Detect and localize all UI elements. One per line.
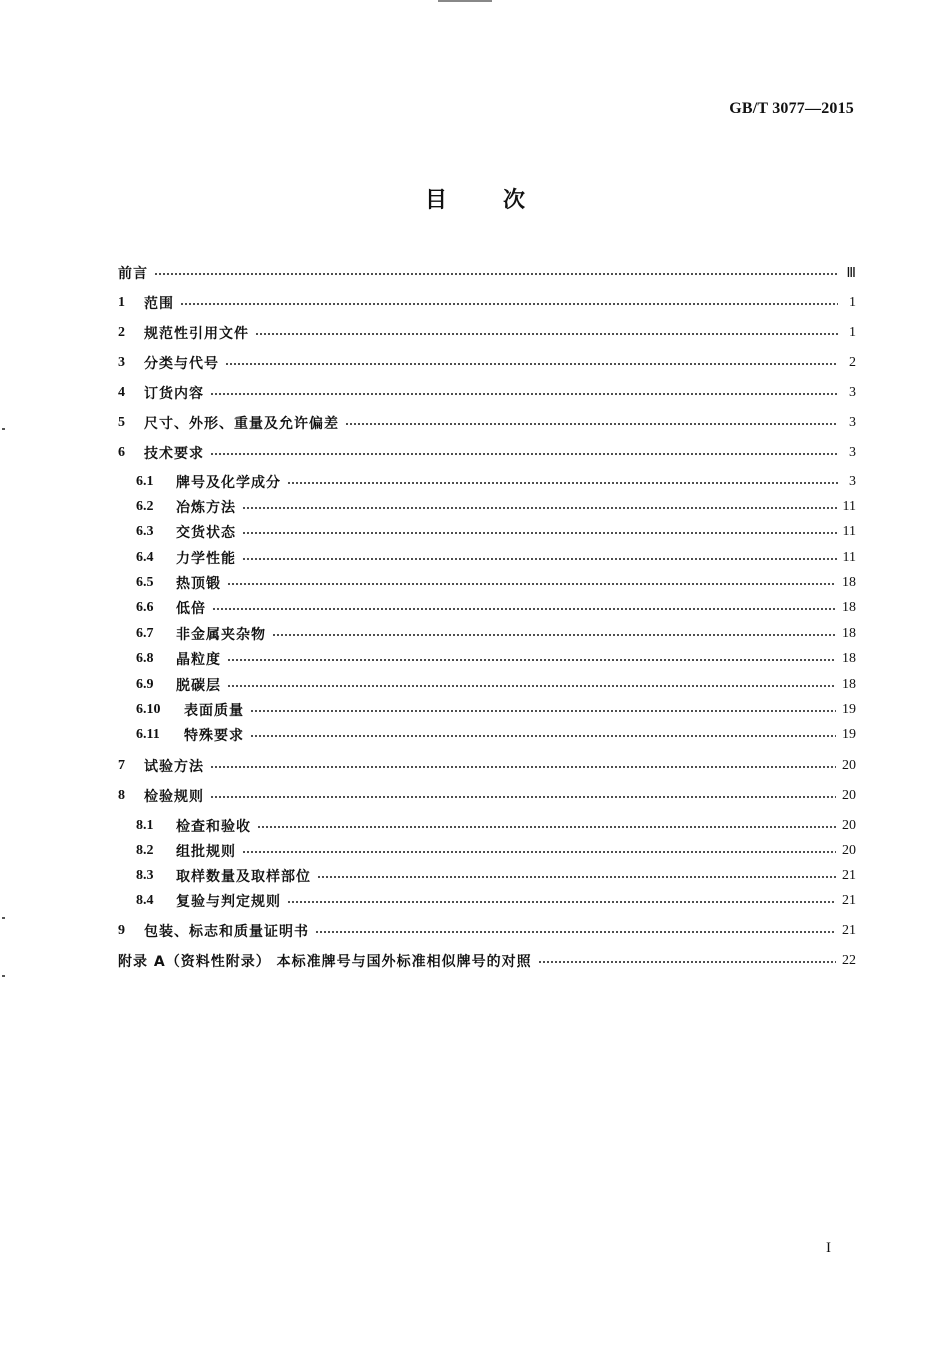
toc-number: 8.1	[136, 818, 154, 833]
toc-page: 22	[842, 953, 856, 968]
toc-page: 11	[842, 499, 856, 514]
toc-label: 取样数量及取样部位	[176, 869, 311, 885]
toc-number: 3	[118, 355, 125, 370]
page-number: I	[826, 1240, 831, 1256]
scan-mark	[2, 428, 5, 430]
toc-entry-annex-a[interactable]	[118, 950, 856, 972]
toc-label: 技术要求	[144, 446, 204, 462]
toc-entry-9[interactable]	[118, 920, 856, 942]
toc-entry-8[interactable]	[118, 785, 856, 807]
toc-label: 低倍	[176, 601, 206, 617]
toc-entry-6-2[interactable]	[118, 496, 856, 518]
dot-leader	[287, 897, 836, 907]
toc-entry-5[interactable]	[118, 412, 856, 434]
toc-entry-4[interactable]	[118, 382, 856, 404]
toc-entry-8-3[interactable]	[118, 865, 856, 887]
dot-leader	[538, 957, 836, 967]
toc-number: 6.4	[136, 550, 154, 565]
dot-leader	[317, 872, 836, 882]
dot-leader	[242, 847, 836, 857]
toc-label: 前言	[118, 266, 148, 282]
toc-page: 20	[842, 818, 856, 833]
dot-leader	[210, 449, 838, 459]
toc-number: 6.5	[136, 575, 154, 590]
dot-leader	[227, 579, 836, 589]
dot-leader	[210, 762, 836, 772]
toc-page: 1	[849, 325, 856, 340]
toc-label: 规范性引用文件	[144, 326, 249, 342]
toc-entry-6-11[interactable]	[118, 724, 856, 746]
toc-number: 6.9	[136, 677, 154, 692]
toc-entry-foreword[interactable]	[118, 262, 856, 284]
dot-leader	[250, 731, 836, 741]
toc-entry-8-4[interactable]	[118, 890, 856, 912]
toc-number: 8.4	[136, 893, 154, 908]
toc-number: 8	[118, 788, 125, 803]
toc-label: 范围	[144, 296, 174, 312]
scan-top-rule	[438, 0, 492, 2]
toc-page: 3	[849, 474, 856, 489]
toc-page: 20	[842, 758, 856, 773]
toc-entry-1[interactable]	[118, 292, 856, 314]
toc-page: Ⅲ	[846, 265, 856, 281]
toc-page: 3	[849, 385, 856, 400]
toc-number: 6.6	[136, 600, 154, 615]
toc-page: 21	[842, 923, 856, 938]
dot-leader	[242, 528, 837, 538]
toc-label: 试验方法	[144, 759, 204, 775]
toc-label: 分类与代号	[144, 356, 219, 372]
toc-label: 尺寸、外形、重量及允许偏差	[144, 416, 339, 432]
toc-label: 检查和验收	[176, 819, 251, 835]
toc-number: 6.1	[136, 474, 154, 489]
toc-entry-6[interactable]	[118, 442, 856, 464]
toc-entry-6-3[interactable]	[118, 521, 856, 543]
dot-leader	[227, 655, 836, 665]
toc-label: 检验规则	[144, 789, 204, 805]
toc-number: 6.10	[136, 702, 161, 717]
dot-leader	[315, 927, 836, 937]
toc-label: 包装、标志和质量证明书	[144, 924, 309, 940]
toc-page: 18	[842, 626, 856, 641]
toc-entry-6-4[interactable]	[118, 547, 856, 569]
toc-page: 19	[842, 727, 856, 742]
toc-number: 7	[118, 758, 125, 773]
dot-leader	[345, 419, 838, 429]
toc-label: 脱碳层	[176, 678, 221, 694]
page-title	[0, 183, 950, 214]
dot-leader	[180, 299, 838, 309]
toc-page: 19	[842, 702, 856, 717]
toc-label: 交货状态	[176, 525, 236, 541]
toc-page: 20	[842, 788, 856, 803]
toc-entry-8-1[interactable]	[118, 815, 856, 837]
toc-entry-6-7[interactable]	[118, 623, 856, 645]
toc-label: 热顶锻	[176, 576, 221, 592]
toc-page: 18	[842, 677, 856, 692]
toc-label: 力学性能	[176, 551, 236, 567]
dot-leader	[257, 822, 836, 832]
toc-number: 5	[118, 415, 125, 430]
toc-entry-6-10[interactable]	[118, 699, 856, 721]
toc-label: 复验与判定规则	[176, 894, 281, 910]
toc-page: 18	[842, 575, 856, 590]
toc-entry-6-1[interactable]	[118, 471, 856, 493]
toc-label: 非金属夹杂物	[176, 627, 266, 643]
scan-mark	[2, 917, 5, 919]
toc-page: 11	[842, 524, 856, 539]
toc-entry-6-8[interactable]	[118, 648, 856, 670]
toc-entry-3[interactable]	[118, 352, 856, 374]
toc-entry-6-6[interactable]	[118, 597, 856, 619]
title-char-1: 目	[424, 188, 447, 213]
toc-number: 2	[118, 325, 125, 340]
dot-leader	[154, 269, 838, 279]
toc-page: 20	[842, 843, 856, 858]
toc-number: 6.8	[136, 651, 154, 666]
toc-number: 1	[118, 295, 125, 310]
toc-page: 18	[842, 600, 856, 615]
dot-leader	[210, 792, 836, 802]
toc-label: 附录 A（资料性附录） 本标准牌号与国外标准相似牌号的对照	[118, 954, 532, 970]
dot-leader	[255, 329, 838, 339]
toc-entry-8-2[interactable]	[118, 840, 856, 862]
toc-number: 9	[118, 923, 125, 938]
toc-page: 21	[842, 868, 856, 883]
dot-leader	[210, 389, 838, 399]
toc-label: 表面质量	[184, 703, 244, 719]
toc-entry-6-9[interactable]	[118, 674, 856, 696]
dot-leader	[225, 359, 838, 369]
dot-leader	[272, 630, 836, 640]
standard-code: GB/T 3077—2015	[729, 100, 854, 117]
toc-label: 订货内容	[144, 386, 204, 402]
toc-page: 21	[842, 893, 856, 908]
toc-number: 6.7	[136, 626, 154, 641]
toc-number: 6.11	[136, 727, 160, 742]
toc-number: 8.2	[136, 843, 154, 858]
toc-number: 4	[118, 385, 125, 400]
dot-leader	[242, 554, 837, 564]
toc-page: 3	[849, 445, 856, 460]
toc-entry-7[interactable]	[118, 755, 856, 777]
dot-leader	[242, 503, 837, 513]
toc-number: 6	[118, 445, 125, 460]
toc-label: 晶粒度	[176, 652, 221, 668]
toc-entry-2[interactable]	[118, 322, 856, 344]
dot-leader	[227, 681, 836, 691]
toc-page: 1	[849, 295, 856, 310]
title-char-2: 次	[503, 188, 526, 213]
toc-label: 特殊要求	[184, 728, 244, 744]
toc-number: 6.3	[136, 524, 154, 539]
toc-page: 3	[849, 415, 856, 430]
toc-label: 冶炼方法	[176, 500, 236, 516]
toc-entry-6-5[interactable]	[118, 572, 856, 594]
toc-page: 2	[849, 355, 856, 370]
toc-number: 8.3	[136, 868, 154, 883]
toc-page: 11	[842, 550, 856, 565]
dot-leader	[287, 478, 838, 488]
toc-label: 牌号及化学成分	[176, 475, 281, 491]
toc-page: 18	[842, 651, 856, 666]
scan-mark	[2, 975, 5, 977]
toc-label: 组批规则	[176, 844, 236, 860]
dot-leader	[212, 604, 836, 614]
dot-leader	[250, 706, 836, 716]
toc-number: 6.2	[136, 499, 154, 514]
